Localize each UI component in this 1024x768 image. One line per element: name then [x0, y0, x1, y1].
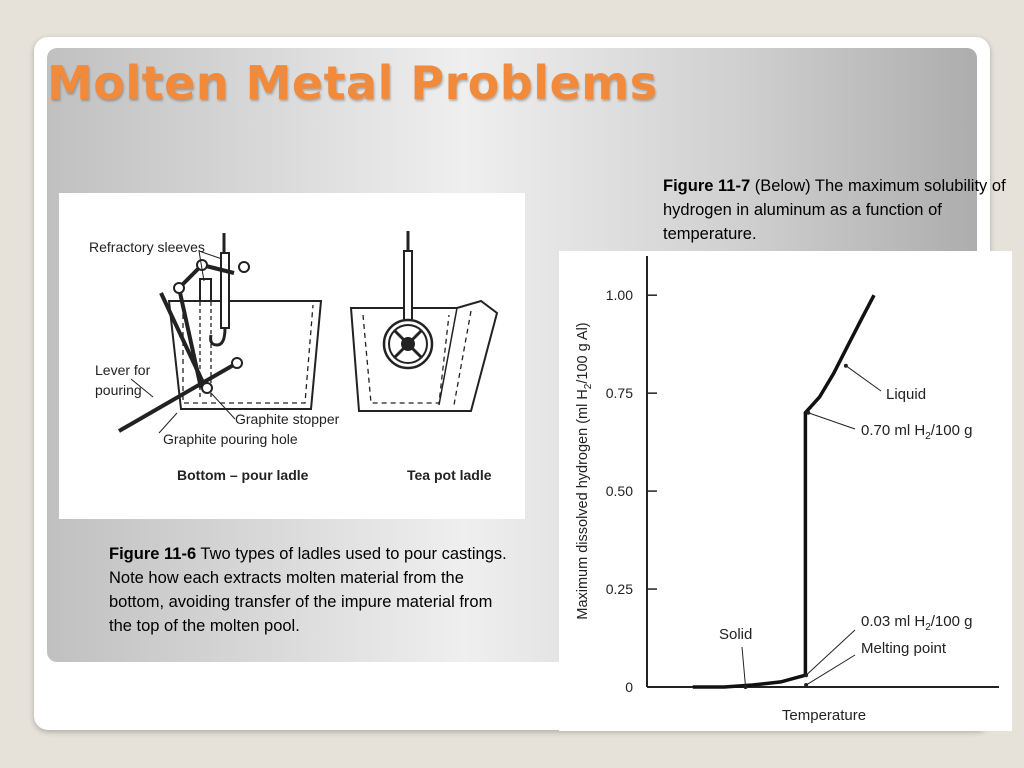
lever-pivot: [202, 383, 212, 393]
stopper-rod: [221, 253, 229, 328]
lever-pivot: [174, 283, 184, 293]
lever-pivot: [239, 262, 249, 272]
y-tick-label: 0.75: [605, 385, 633, 402]
label-lever-line1: Lever for: [95, 362, 151, 378]
annotation-solid: [719, 626, 752, 643]
annotation-part: 0.70 ml H: [861, 422, 926, 439]
tea-pot-spout-lining: [454, 311, 471, 405]
annotation-pointer: [808, 413, 855, 429]
slide-title: Molten Metal Problems: [47, 56, 658, 110]
annotation-arrowhead: [844, 364, 848, 368]
caption-label: Figure 11-6: [109, 545, 197, 563]
annotation-pointer: [846, 366, 881, 391]
annotation-part: Solid: [719, 626, 753, 643]
y-tick-label: 0.50: [605, 483, 633, 500]
x-axis-label: Temperature: [781, 707, 867, 724]
annotation-part: 2: [925, 622, 931, 633]
label-lever-line2: pouring: [95, 382, 142, 398]
annotations: [719, 364, 972, 689]
tea-pot-hanger: [404, 251, 412, 321]
annotation-arrowhead: [804, 683, 808, 687]
label-bottom-pour-ladle: Bottom – pour ladle: [177, 467, 309, 483]
y-ticks: [606, 287, 657, 695]
annotation-part: 2: [925, 431, 931, 442]
y-axis-label: [575, 322, 594, 619]
annotation-peak: [861, 422, 972, 442]
annotation-pointer: [742, 647, 746, 687]
annotation-arrowhead: [804, 673, 808, 677]
annotation-part: 0.03 ml H: [861, 613, 926, 630]
y-tick-label: 1.00: [605, 287, 633, 304]
pointer-line: [159, 413, 177, 433]
y-axis-label-group: [575, 322, 594, 619]
label-refractory-sleeves: Refractory sleeves: [89, 239, 205, 255]
caption-text: (Below) The maximum solubility of hydrogen in aluminum as a function of temperature.: [663, 177, 1006, 243]
solubility-chart: [559, 251, 1012, 731]
y-axis-label-part: /100 g Al): [575, 322, 591, 384]
stopper-hook: [211, 328, 225, 345]
pointer-line: [211, 393, 235, 419]
caption-text: Two types of ladles used to pour castings. Note how each extracts molten material from the bottom, avoiding transfer of the impure material from the top of the molten pool.: [109, 545, 507, 635]
annotation-arrowhead: [806, 411, 810, 415]
y-tick-label: 0: [625, 679, 633, 695]
caption-label: Figure 11-7: [663, 177, 751, 195]
annotation-part: /100 g: [930, 422, 973, 439]
annotation-part: Melting point: [861, 640, 947, 657]
caption-figure-11-6: [109, 542, 519, 638]
caption-figure-11-7: [663, 174, 1013, 246]
annotation-part: Liquid: [886, 386, 927, 403]
annotation-pointer: [806, 655, 855, 685]
y-tick-label: 0.25: [605, 581, 633, 598]
annotation-melting: [861, 640, 947, 657]
annotation-pointer: [806, 630, 855, 675]
annotation-low: [861, 613, 972, 633]
content-panel: [47, 48, 1006, 724]
label-tea-pot-ladle: Tea pot ladle: [407, 467, 492, 483]
label-graphite-stopper: Graphite stopper: [235, 411, 340, 427]
lever-pivot: [232, 358, 242, 368]
ladle-diagram: [59, 193, 525, 519]
annotation-part: /100 g: [930, 613, 973, 630]
annotation-liquid: [886, 386, 926, 403]
y-axis-label-part: Maximum dissolved hydrogen (ml H: [575, 389, 591, 620]
figure-ladles: [59, 193, 525, 519]
label-graphite-pouring-hole: Graphite pouring hole: [163, 431, 298, 447]
y-axis-label-part: 2: [583, 383, 594, 390]
sleeve-collar: [200, 279, 211, 301]
annotation-arrowhead: [744, 685, 748, 689]
figure-hydrogen-solubility: [559, 251, 1012, 731]
